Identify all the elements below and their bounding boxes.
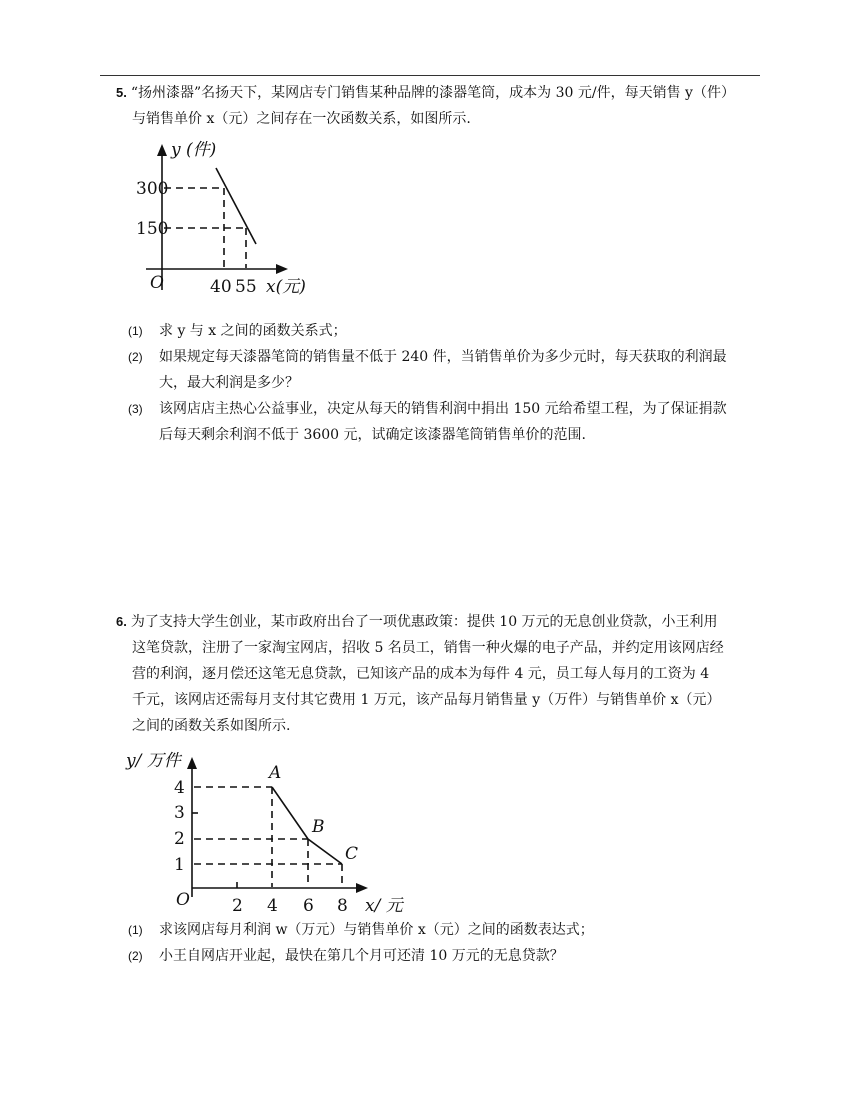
problem-5-question-2 [116, 344, 766, 396]
x-axis-arrow-icon [356, 883, 368, 893]
header-rule [100, 75, 760, 76]
x-tick-6: 6 [303, 896, 314, 915]
function-line [216, 168, 256, 244]
function-line [272, 787, 342, 864]
x-axis-label: x/ 元 [365, 896, 403, 915]
problem-5-text-line-2: 与销售单价 x（元）之间存在一次函数关系，如图所示. [132, 111, 471, 127]
problem-6-questions [116, 917, 766, 969]
problem-6-text-line-3: 营的利润，逐月偿还这笔无息贷款，已知该产品的成本为每件 4 元，员工每人每月的工资为 4 [132, 666, 710, 682]
point-label-a: A [269, 763, 282, 783]
problem-5-text-line-1: “扬州漆器”名扬天下，某网店专门销售某种品牌的漆器笔筒，成本为 30 元/件，每天销售 y（件） [130, 85, 735, 101]
problem-6-statement [116, 609, 766, 739]
y-axis-arrow-icon [157, 144, 167, 156]
point-label-c: C [345, 844, 359, 864]
problem-6-question-2 [116, 943, 766, 969]
y-tick-4: 4 [174, 778, 185, 798]
question-text: 如果规定每天漆器笔筒的销售量不低于 240 件，当销售单价为多少元时，每天获取的利润最 [159, 349, 727, 365]
question-text: 该网店店主热心公益事业，决定从每天的销售利润中捐出 150 元给希望工程，为了保证捐款 [159, 401, 727, 417]
question-text: 大，最大利润是多少？ [159, 375, 299, 391]
y-tick-300: 300 [136, 179, 169, 199]
x-axis-label: x(元) [266, 277, 306, 297]
problem-5-questions [116, 318, 766, 448]
x-tick-8: 8 [337, 896, 348, 915]
problem-6-question-1 [116, 917, 766, 943]
y-tick-150: 150 [136, 219, 169, 239]
problem-5 [116, 80, 766, 448]
question-number: (2) [128, 949, 143, 963]
problem-6-text-line-1: 为了支持大学生创业，某市政府出台了一项优惠政策：提供 10 万元的无息创业贷款，小王利用 [130, 614, 718, 630]
question-text: 求 y 与 x 之间的函数关系式； [159, 323, 347, 339]
problem-5-number: 5. [116, 85, 127, 100]
problem-5-graph [134, 140, 324, 310]
problem-5-statement [116, 80, 766, 132]
problem-6-text-line-4: 千元，该网店还需每月支付其它费用 1 万元，该产品每月销售量 y（万件）与销售单价 x（元） [132, 692, 721, 708]
x-tick-40: 40 [210, 277, 232, 297]
origin-label: O [150, 273, 164, 293]
y-tick-1: 1 [174, 855, 185, 875]
y-axis-arrow-icon [187, 757, 197, 769]
question-text: 求该网店每月利润 w（万元）与销售单价 x（元）之间的函数表达式； [159, 922, 594, 938]
problem-5-question-3 [116, 396, 766, 448]
problem-6 [116, 609, 766, 969]
y-axis-label: y (件) [171, 140, 217, 160]
question-number: (1) [128, 324, 143, 338]
y-tick-2: 2 [174, 829, 185, 849]
y-tick-3: 3 [174, 803, 185, 823]
x-tick-2: 2 [232, 896, 243, 915]
problem-5-question-1 [116, 318, 766, 344]
question-text: 小王自网店开业起，最快在第几个月可还清 10 万元的无息贷款？ [159, 948, 564, 964]
point-label-b: B [312, 817, 325, 837]
y-axis-label: y/ 万件 [126, 751, 181, 771]
problem-6-graph [122, 745, 412, 915]
problem-6-text-line-5: 之间的函数关系如图所示. [132, 718, 291, 734]
question-number: (3) [128, 402, 143, 416]
x-tick-55: 55 [235, 277, 257, 297]
question-text: 后每天剩余利润不低于 3600 元，试确定该漆器笔筒销售单价的范围. [159, 427, 586, 443]
x-tick-4: 4 [267, 896, 278, 915]
question-number: (1) [128, 923, 143, 937]
problem-6-number: 6. [116, 614, 127, 629]
origin-label: O [176, 890, 190, 910]
problem-6-text-line-2: 这笔贷款，注册了一家淘宝网店，招收 5 名员工，销售一种火爆的电子产品，并约定用该网店经 [132, 640, 724, 656]
x-axis-arrow-icon [276, 264, 288, 274]
question-number: (2) [128, 350, 143, 364]
